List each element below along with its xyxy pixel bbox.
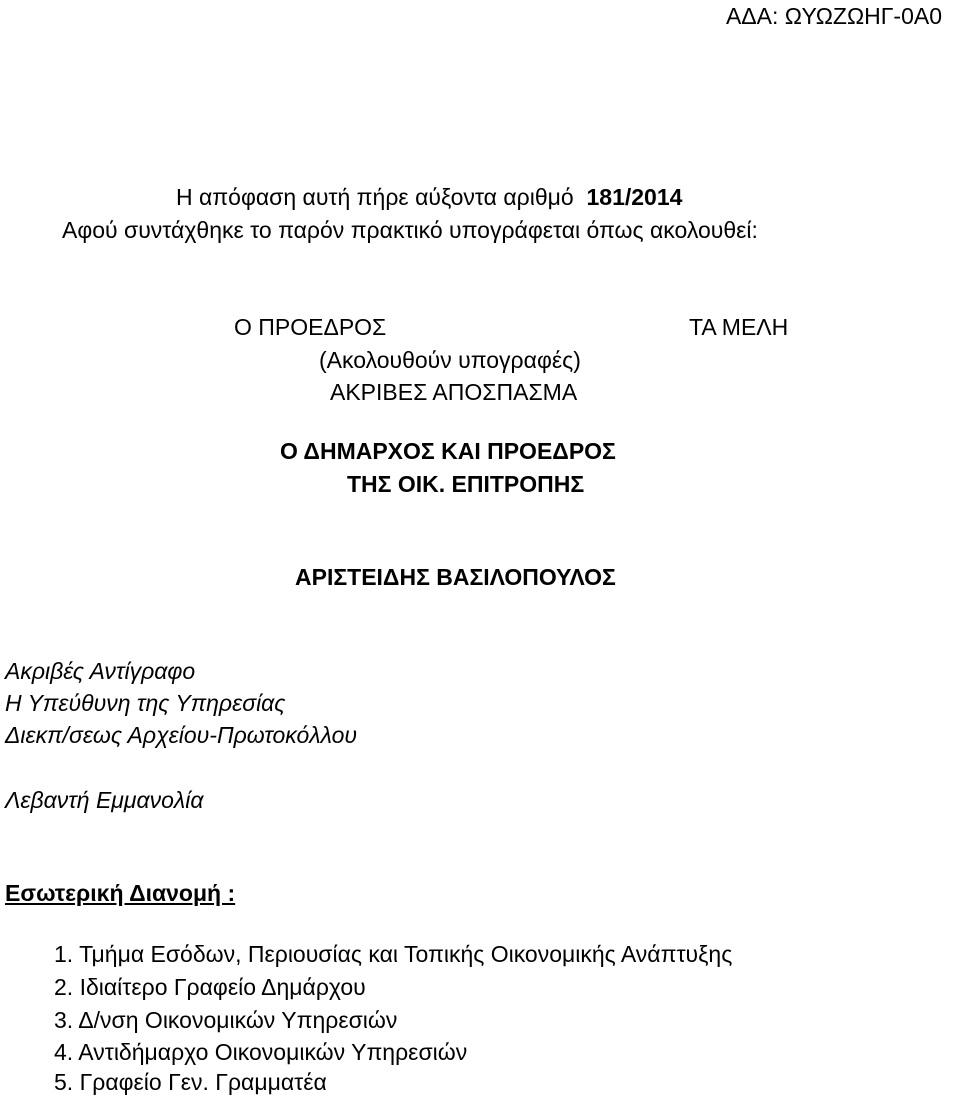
distribution-item: 2. Ιδιαίτερο Γραφείο Δημάρχου: [54, 974, 366, 1000]
signing-statement: Αφού συντάχθηκε το παρόν πρακτικό υπογράφεται όπως ακολουθεί:: [62, 217, 758, 243]
exact-copy-label: Ακριβές Αντίγραφο: [5, 658, 196, 684]
decision-number-line: [176, 183, 682, 211]
mayor-title-line1: Ο ΔΗΜΑΡΧΟΣ ΚΑΙ ΠΡΟΕΔΡΟΣ: [280, 438, 616, 464]
decision-number-prefix: Η απόφαση αυτή πήρε αύξοντα αριθμό: [176, 184, 574, 210]
distribution-item: 4. Αντιδήμαρχο Οικονομικών Υπηρεσιών: [54, 1039, 468, 1065]
signatures-follow-note: (Ακολουθούν υπογραφές): [319, 347, 581, 373]
distribution-item: 5. Γραφείο Γεν. Γραμματέα: [54, 1069, 327, 1095]
exact-extract-label: ΑΚΡΙΒΕΣ ΑΠΟΣΠΑΣΜΑ: [330, 379, 578, 405]
distribution-item: 3. Δ/νση Οικονομικών Υπηρεσιών: [54, 1007, 398, 1033]
service-responsible-label: Η Υπεύθυνη της Υπηρεσίας: [5, 690, 286, 716]
members-label: ΤΑ ΜΕΛΗ: [689, 314, 789, 340]
ada-code: ΑΔΑ: ΩΥΩΖΩΗΓ-0Α0: [725, 3, 942, 29]
internal-distribution-title: Εσωτερική Διανομή :: [5, 880, 236, 906]
decision-number: 181/2014: [586, 184, 683, 210]
archive-protocol-label: Διεκπ/σεως Αρχείου-Πρωτοκόλλου: [5, 722, 358, 748]
mayor-name: ΑΡΙΣΤΕΙΔΗΣ ΒΑΣΙΛΟΠΟΥΛΟΣ: [295, 564, 616, 590]
responsible-name: Λεβαντή Εμμανολία: [5, 787, 204, 813]
distribution-item: 1. Τμήμα Εσόδων, Περιουσίας και Τοπικής Οικονομικής Ανάπτυξης: [54, 941, 733, 967]
president-label: Ο ΠΡΟΕΔΡΟΣ: [234, 314, 387, 340]
mayor-title-line2: ΤΗΣ ΟΙΚ. ΕΠΙΤΡΟΠΗΣ: [347, 471, 585, 497]
